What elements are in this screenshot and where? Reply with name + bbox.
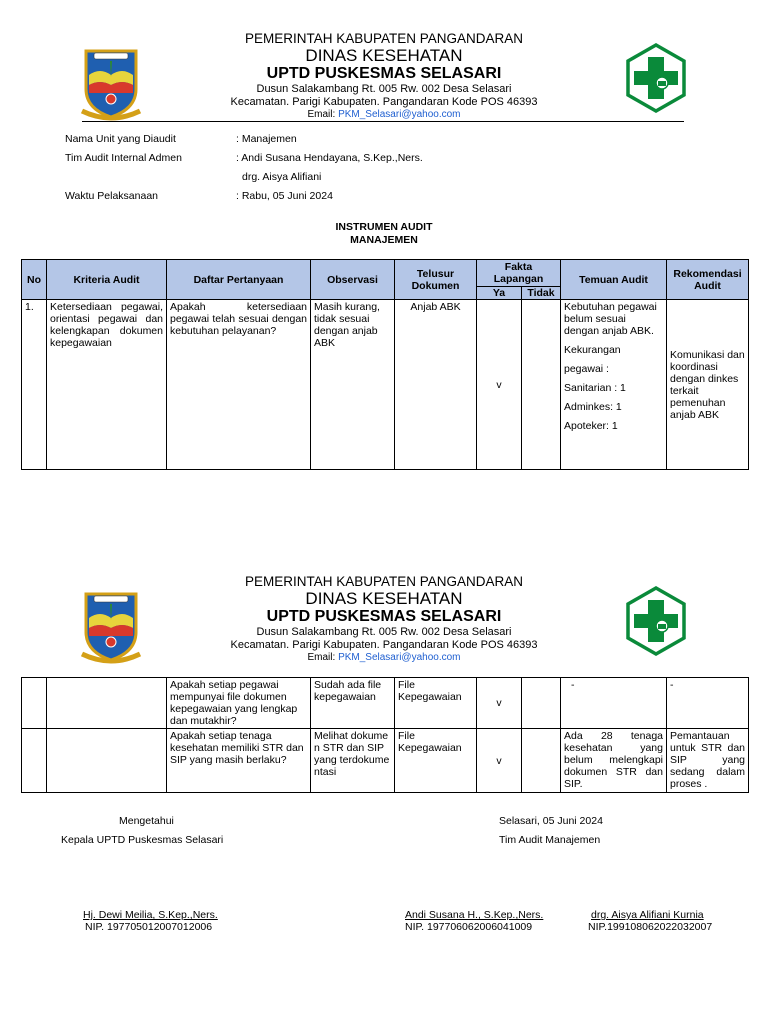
- cell-telusur: File Kepegawaian: [395, 678, 477, 729]
- letterhead: [0, 31, 768, 131]
- address-line-1: Dusun Salakambang Rt. 005 Rw. 002 Desa Selasari: [256, 626, 512, 638]
- temuan-line: Adminkes: 1: [564, 401, 622, 413]
- col-header-rekomendasi: Rekomendasi Audit: [667, 260, 749, 300]
- cell-rekomendasi: Pemantauan untuk STR dan SIP yang sedang dalam proses .: [667, 729, 749, 793]
- table-row: [22, 678, 749, 729]
- email-label: Email:: [307, 109, 336, 120]
- cell-observasi: Masih kurang, tidak sesuai dengan anjab ABK: [311, 300, 395, 470]
- address-line-1: Dusun Salakambang Rt. 005 Rw. 002 Desa Selasari: [256, 83, 512, 95]
- signature-left-nip: NIP. 197705012007012006: [85, 921, 213, 933]
- cell-temuan: Ada 28 tenaga kesehatan yang belum melengkapi dokumen STR dan SIP.: [561, 729, 667, 793]
- team-label: Tim Audit Internal Admen: [65, 152, 182, 164]
- document-title-line-1: INSTRUMEN AUDIT: [335, 221, 433, 233]
- audit-table-continued: [21, 677, 749, 793]
- cell-temuan: -: [561, 678, 667, 729]
- header-divider: [82, 121, 684, 122]
- cell-pertanyaan: Apakah ketersediaan pegawai telah sesuai dengan kebutuhan pelayanan?: [167, 300, 311, 470]
- letterhead: [0, 574, 768, 674]
- cell-ya: v: [477, 678, 522, 729]
- team-value-1: : Andi Susana Hendayana, S.Kep.,Ners.: [236, 152, 423, 164]
- signature-right-role: Tim Audit Manajemen: [499, 834, 601, 846]
- temuan-line: Kebutuhan pegawai belum sesuai dengan anjab ABK.: [564, 301, 657, 337]
- cell-tidak: [522, 678, 561, 729]
- cell-telusur: Anjab ABK: [395, 300, 477, 470]
- signature-right-nip-2: NIP.199108062022032007: [588, 921, 713, 933]
- cell-kriteria: Ketersediaan pegawai, orientasi pegawai dan kelengkapan dokumen kepegawaian: [47, 300, 167, 470]
- cell-no: 1.: [22, 300, 47, 470]
- temuan-line: Kekurangan: [564, 344, 621, 356]
- signature-right-place-date: Selasari, 05 Juni 2024: [499, 815, 603, 827]
- address-line-2: Kecamatan. Parigi Kabupaten. Pangandaran Kode POS 46393: [230, 639, 538, 651]
- unit-value: : Manajemen: [236, 133, 297, 145]
- audit-table: [21, 259, 749, 470]
- government-name: PEMERINTAH KABUPATEN PANGANDARAN: [244, 31, 524, 46]
- temuan-line: pegawai :: [564, 363, 609, 375]
- cell-tidak: [522, 300, 561, 470]
- cell-ya: v: [477, 300, 522, 470]
- cell-kriteria: [47, 729, 167, 793]
- col-header-no: No: [22, 260, 47, 300]
- cell-pertanyaan: Apakah setiap pegawai mempunyai file dokumen kepegawaian yang lengkap dan mutakhir?: [167, 678, 311, 729]
- col-header-ya: Ya: [477, 287, 522, 300]
- puskesmas-logo-icon: [624, 586, 688, 656]
- signature-left-heading: Mengetahui: [119, 815, 174, 827]
- email-link[interactable]: PKM_Selasari@yahoo.com: [338, 109, 461, 120]
- department-name: DINAS KESEHATAN: [305, 589, 463, 608]
- col-header-tidak: Tidak: [522, 287, 561, 300]
- puskesmas-logo-icon: [624, 43, 688, 113]
- cell-ya: v: [477, 729, 522, 793]
- address-line-2: Kecamatan. Parigi Kabupaten. Pangandaran Kode POS 46393: [230, 96, 538, 108]
- signature-right-name-2: drg. Aisya Alifiani Kurnia: [591, 909, 704, 921]
- temuan-line: Apoteker: 1: [564, 420, 618, 432]
- cell-no: [22, 729, 47, 793]
- document-title-line-2: MANAJEMEN: [350, 234, 418, 246]
- unit-name: UPTD PUSKESMAS SELASARI: [266, 65, 502, 82]
- col-header-temuan: Temuan Audit: [561, 260, 667, 300]
- cell-pertanyaan: Apakah setiap tenaga kesehatan memiliki STR dan SIP yang masih berlaku?: [167, 729, 311, 793]
- col-header-fakta: Fakta Lapangan: [477, 260, 561, 287]
- col-header-pertanyaan: Daftar Pertanyaan: [167, 260, 311, 300]
- time-label: Waktu Pelaksanaan: [65, 190, 158, 202]
- email-label: Email:: [307, 652, 336, 663]
- cell-temuan: [561, 300, 667, 470]
- table-row: [22, 300, 749, 470]
- government-name: PEMERINTAH KABUPATEN PANGANDARAN: [244, 574, 524, 589]
- cell-no: [22, 678, 47, 729]
- signature-left-role: Kepala UPTD Puskesmas Selasari: [61, 834, 224, 846]
- col-header-observasi: Observasi: [311, 260, 395, 300]
- col-header-telusur: Telusur Dokumen: [395, 260, 477, 300]
- cell-tidak: [522, 729, 561, 793]
- cell-rekomendasi: Komunikasi dan koordinasi dengan dinkes terkait pemenuhan anjab ABK: [667, 300, 749, 470]
- unit-name: UPTD PUSKESMAS SELASARI: [266, 608, 502, 625]
- table-row: [22, 729, 749, 793]
- cell-rekomendasi: -: [667, 678, 749, 729]
- signature-right-name-1: Andi Susana H., S.Kep.,Ners.: [405, 909, 544, 921]
- time-value: : Rabu, 05 Juni 2024: [236, 190, 333, 202]
- department-name: DINAS KESEHATAN: [305, 46, 463, 65]
- temuan-line: Sanitarian : 1: [564, 382, 626, 394]
- signature-right-nip-1: NIP. 197706062006041009: [405, 921, 533, 933]
- cell-observasi: Melihat dokumen STR dan SIP yang terdokumentasi: [311, 729, 395, 793]
- col-header-kriteria: Kriteria Audit: [47, 260, 167, 300]
- cell-kriteria: [47, 678, 167, 729]
- signature-left-name: Hj. Dewi Meilia, S.Kep.,Ners.: [83, 909, 218, 921]
- cell-observasi: Sudah ada file kepegawaian: [311, 678, 395, 729]
- unit-label: Nama Unit yang Diaudit: [65, 133, 176, 145]
- cell-telusur: File Kepegawaian: [395, 729, 477, 793]
- team-value-2: drg. Aisya Alifiani: [242, 171, 322, 183]
- email-link[interactable]: PKM_Selasari@yahoo.com: [338, 652, 461, 663]
